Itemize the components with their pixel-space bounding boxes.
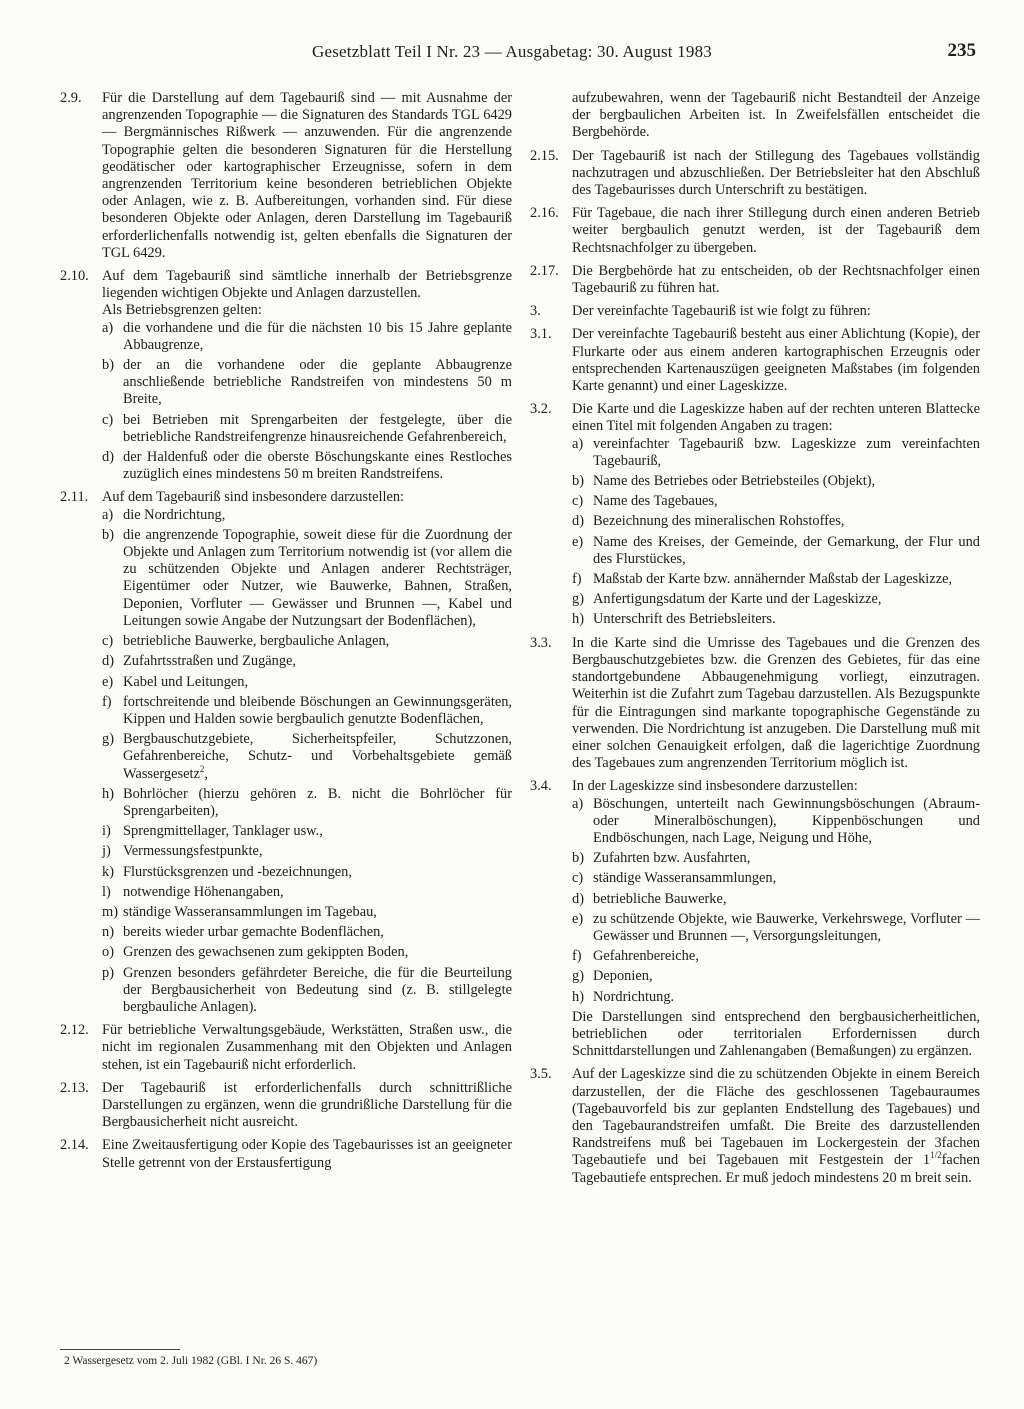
item-text: Nordrichtung. bbox=[593, 988, 675, 1005]
section-3-3 bbox=[530, 635, 980, 773]
section-text: Auf dem Tagebauriß sind sämtliche innerhalb der Betriebsgrenze liegenden wichtigen Objekte und Anlagen darzustellen. bbox=[102, 268, 512, 302]
section-number: 3. bbox=[530, 303, 541, 320]
section-number: 3.3. bbox=[530, 634, 552, 651]
item-text: Name des Kreises, der Gemeinde, der Gemarkung, der Flur und des Flurstückes, bbox=[593, 533, 980, 567]
section-text: In der Lageskizze sind insbesondere darzustellen: bbox=[572, 778, 858, 795]
item-mark: c) bbox=[102, 411, 114, 428]
list-item bbox=[572, 473, 980, 490]
item-mark: g) bbox=[102, 731, 114, 748]
item-list bbox=[102, 320, 512, 484]
item-mark: c) bbox=[572, 870, 584, 887]
item-mark: a) bbox=[102, 506, 114, 523]
item-mark: b) bbox=[102, 526, 114, 543]
list-item bbox=[572, 436, 980, 470]
section-number: 2.11. bbox=[60, 489, 89, 506]
item-mark: h) bbox=[572, 988, 584, 1005]
section-number: 3.1. bbox=[530, 326, 552, 343]
list-item bbox=[102, 633, 512, 650]
list-item bbox=[102, 320, 512, 354]
item-mark: g) bbox=[572, 968, 584, 985]
section-3-5 bbox=[530, 1066, 980, 1186]
section-2-10 bbox=[60, 268, 512, 483]
item-text: die Nordrichtung, bbox=[123, 506, 226, 523]
item-mark: a) bbox=[572, 795, 584, 812]
item-mark: b) bbox=[102, 357, 114, 374]
item-text: notwendige Höhenangaben, bbox=[123, 883, 284, 900]
item-text: Bergbauschutzgebiete, Sicherheitspfeiler, Schutzzonen, Gefahrenbereiche, Schutz- und Vorbehaltsgebiete gemäß Wassergesetz bbox=[123, 731, 512, 782]
item-mark: c) bbox=[102, 633, 114, 650]
item-text: Grenzen besonders gefährdeter Bereiche, die für die Beurteilung der Bergbausicherheit von Bedeutung sind (z. B. stillgelegte bergbauliche Anlagen). bbox=[123, 964, 512, 1015]
section-number: 2.15. bbox=[530, 147, 559, 164]
footnote-mark: 2 bbox=[64, 1355, 70, 1367]
section-2-15 bbox=[530, 148, 980, 200]
section-text-part: fachen Tagebautiefe entsprechen. Er muß jedoch mindestens 20 m breit sein. bbox=[572, 1152, 980, 1186]
item-text: betriebliche Bauwerke, bbox=[593, 890, 727, 907]
section-text: Eine Zweitausfertigung oder Kopie des Tagebaurisses ist an geeigneter Stelle getrennt von der Erstausfertigung bbox=[102, 1137, 512, 1171]
section-2-14 bbox=[60, 1137, 512, 1171]
item-text: der Haldenfuß oder die oberste Böschungskante eines Restloches zuzüglich eines mindestens 50 m breiten Randstreifens. bbox=[123, 449, 512, 483]
section-3-2 bbox=[530, 401, 980, 628]
item-mark: e) bbox=[102, 673, 114, 690]
section-2-14-continued bbox=[530, 90, 980, 142]
item-text: Kabel und Leitungen, bbox=[123, 673, 249, 690]
section-number: 2.9. bbox=[60, 90, 82, 106]
section-intro: Als Betriebsgrenzen gelten: bbox=[102, 302, 262, 319]
list-item bbox=[102, 507, 512, 524]
section-2-9 bbox=[60, 90, 512, 262]
item-mark: f) bbox=[572, 948, 582, 965]
list-item bbox=[102, 786, 512, 820]
section-2-17 bbox=[530, 263, 980, 297]
section-number: 2.17. bbox=[530, 262, 559, 279]
item-text: die angrenzende Topographie, soweit diese für die Zuordnung der Objekte und Anlagen zum Territorium notwendig ist (vor allem die zu schützenden Objekte und Anlagen anderer Rechtsträger, Eigentümer oder Nutzer, wie Bauwerke, Bahnen, Straßen, Deponien, Vorfluter — Gewässer und Brunnen —, Kabel und Leitungen sowie Angabe der Nutzungsart der Bodenflächen), bbox=[123, 526, 512, 629]
section-text: Für betriebliche Verwaltungsgebäude, Werkstätten, Straßen usw., die nicht im regionalen Zusammenhang mit den Objekten und Anlagen stehen, ist ein Tagebauriß nicht erforderlich. bbox=[102, 1022, 512, 1073]
section-text: Die Karte und die Lageskizze haben auf der rechten unteren Blattecke einen Titel mit folgenden Angaben zu tragen: bbox=[572, 401, 980, 435]
item-mark: b) bbox=[572, 850, 584, 867]
list-item bbox=[572, 850, 980, 867]
item-text: Sprengmittellager, Tanklager usw., bbox=[123, 823, 323, 840]
section-number: 2.13. bbox=[60, 1079, 89, 1096]
section-text: Die Bergbehörde hat zu entscheiden, ob der Rechtsnachfolger einen Tagebauriß zu führen hat. bbox=[572, 262, 980, 297]
footnote-reference: 2 bbox=[199, 763, 205, 774]
item-text: Böschungen, unterteilt nach Gewinnungsböschungen (Abraum- oder Mineralböschungen), Kippenböschungen und Endböschungen, nach Lage, Neigung und Höhe, bbox=[593, 795, 980, 846]
item-text: ständige Wasseransammlungen, bbox=[593, 870, 777, 887]
section-number: 3.4. bbox=[530, 778, 552, 795]
item-mark: d) bbox=[572, 513, 584, 530]
item-text: der an die vorhandene oder die geplante Abbaugrenze anschließende betriebliche Randstreifen von mindestens 50 m Breite, bbox=[123, 357, 512, 408]
fraction: 1/2 bbox=[930, 1150, 942, 1161]
list-item bbox=[572, 493, 980, 510]
list-item bbox=[572, 989, 980, 1006]
list-item bbox=[102, 823, 512, 840]
list-item bbox=[572, 796, 980, 848]
right-column bbox=[530, 90, 980, 1193]
section-text: Für die Darstellung auf dem Tagebauriß sind — mit Ausnahme der angrenzenden Topographie — die Signaturen des Standards TGL 6429 — Bergmännisches Rißwerk — anzuwenden. Für die angrenzende Topographie gelten die besonderen Signaturen für die Herstellung geodätischer oder kartographischer Erzeugnisse, sofern in dem angrenzenden Territorium keine besonderen betrieblichen Objekte oder Anlagen, wie z. B. Aufbereitungen, vorhanden sind. Für diese besonderen Objekte oder Anlagen, deren Darstellung im Tagebauriß erforderlichenfalls notwendig ist, gelten ebenfalls die Signaturen der TGL 6429. bbox=[102, 90, 512, 261]
item-mark: f) bbox=[102, 693, 112, 710]
item-mark: e) bbox=[572, 910, 584, 927]
item-text: Flurstücksgrenzen und -bezeichnungen, bbox=[123, 863, 352, 880]
section-2-12 bbox=[60, 1022, 512, 1074]
footnote-text: Wassergesetz vom 2. Juli 1982 (GBl. I Nr. 26 S. 467) bbox=[72, 1355, 318, 1367]
section-text-part: Auf der Lageskizze sind die zu schützenden Objekte in einem Bereich darzustellen, der die Fläche des geschlossenen Tagebauraumes (Tagebauvorfeld bis zur geplanten Endstellung des Tagebaues) und den Tagebaurandstreifen umfaßt. Die Breite des darzustellenden Randstreifens muß bei Tagebauen im Lockergestein der 3fachen Tagebautiefe und bei Tagebauen mit Festgestein der 1 bbox=[572, 1066, 980, 1169]
section-text: In die Karte sind die Umrisse des Tagebaues und die Grenzen des Bergbauschutzgebietes bzw. die Grenzen des Gebietes, für das eine standortgebundene Abbaugenehmigung vorliegt, einzutragen. Weiterhin ist die Zufahrt zum Tagebau darzustellen. Als Bezugspunkte für die Eintragungen sind markante topographische Gegenstände zu verwenden. Die Nordrichtung ist anzugeben. Die Darstellung muß mit einer solchen Genauigkeit erfolgen, daß die lagerichtige Zuordnung des Tagebaues zum angrenzenden Territorium möglich ist. bbox=[572, 634, 980, 772]
item-mark: e) bbox=[572, 533, 584, 550]
left-column bbox=[60, 90, 512, 1178]
list-item bbox=[102, 527, 512, 630]
item-text: bei Betrieben mit Sprengarbeiten der festgelegte, über die betriebliche Randstreifengrenze hinausreichende Gefahrenbereich, bbox=[123, 411, 512, 445]
footnote bbox=[64, 1355, 317, 1367]
item-text: die vorhandene und die für die nächsten 10 bis 15 Jahre geplante Abbaugrenze, bbox=[123, 319, 512, 353]
list-item bbox=[572, 513, 980, 530]
item-text: ständige Wasseransammlungen im Tagebau, bbox=[123, 903, 377, 920]
list-item bbox=[102, 653, 512, 670]
item-mark: d) bbox=[572, 890, 584, 907]
section-text bbox=[572, 1066, 980, 1186]
item-text: Unterschrift des Betriebsleiters. bbox=[593, 611, 776, 628]
section-text: Der vereinfachte Tagebauriß besteht aus einer Ablichtung (Kopie), der Flurkarte oder aus einem anderen kartographischen Erzeugnis oder entsprechenden Kartenauszügen geeigneten Maßstabes (im folgenden Karte genannt) und einer Lageskizze. bbox=[572, 326, 980, 395]
section-number: 3.2. bbox=[530, 401, 552, 418]
item-mark: h) bbox=[572, 611, 584, 628]
section-text: Der Tagebauriß ist erforderlichenfalls durch schnittrißliche Darstellungen zu ergänzen, wenn die grundrißliche Darstellung für die Bergbausicherheit nicht ausreicht. bbox=[102, 1079, 512, 1131]
section-3-1 bbox=[530, 326, 980, 395]
item-text-suffix: , bbox=[204, 765, 209, 782]
section-3 bbox=[530, 303, 980, 320]
section-3-4 bbox=[530, 778, 980, 1060]
item-list bbox=[102, 507, 512, 1016]
list-item bbox=[572, 611, 980, 628]
item-mark: c) bbox=[572, 493, 584, 510]
section-text: Für Tagebaue, die nach ihrer Stillegung durch einen anderen Betrieb weiter bergbaulich genutzt werden, ist der Tagebauriß dem Rechtsnachfolger zu übergeben. bbox=[572, 205, 980, 256]
section-text: Auf dem Tagebauriß sind insbesondere darzustellen: bbox=[102, 489, 405, 506]
item-text: bereits wieder urbar gemachte Bodenflächen, bbox=[123, 924, 384, 941]
list-item bbox=[102, 357, 512, 409]
list-item bbox=[102, 944, 512, 961]
list-item bbox=[572, 948, 980, 965]
item-mark: i) bbox=[102, 823, 111, 840]
item-text: vereinfachter Tagebauriß bzw. Lageskizze zum vereinfachten Tagebauriß, bbox=[593, 435, 980, 469]
list-item bbox=[102, 449, 512, 483]
list-item bbox=[572, 534, 980, 568]
list-item bbox=[102, 412, 512, 446]
item-mark: k) bbox=[102, 863, 114, 880]
item-mark: l) bbox=[102, 883, 111, 900]
header-title: Gesetzblatt Teil I Nr. 23 — Ausgabetag: 30. August 1983 bbox=[312, 42, 712, 61]
item-mark: o) bbox=[102, 944, 114, 961]
section-number: 2.14. bbox=[60, 1137, 89, 1154]
section-outro: Die Darstellungen sind entsprechend den bergbausicherheitlichen, betrieblichen oder territorialen Erfordernissen durch Schnittdarstellungen und Zahlenangaben (Bemaßungen) zu ergänzen. bbox=[572, 1008, 980, 1060]
section-text: Der vereinfachte Tagebauriß ist wie folgt zu führen: bbox=[572, 303, 871, 320]
item-text: betriebliche Bauwerke, bergbauliche Anlagen, bbox=[123, 633, 390, 650]
list-item bbox=[102, 965, 512, 1017]
section-text: aufzubewahren, wenn der Tagebauriß nicht Bestandteil der Anzeige der bergbaulichen Arbeiten ist. In Zweifelsfällen entscheidet die Bergbehörde. bbox=[572, 90, 980, 141]
item-text: Deponien, bbox=[593, 968, 653, 985]
list-item bbox=[102, 924, 512, 941]
item-mark: h) bbox=[102, 785, 114, 802]
item-mark: d) bbox=[102, 653, 114, 670]
item-text: Name des Betriebes oder Betriebsteiles (Objekt), bbox=[593, 473, 876, 490]
item-mark: b) bbox=[572, 473, 584, 490]
list-item bbox=[102, 904, 512, 921]
item-text: Bohrlöcher (hierzu gehören z. B. nicht die Bohrlöcher für Sprengarbeiten), bbox=[123, 785, 512, 819]
item-mark: a) bbox=[572, 435, 584, 452]
section-2-11 bbox=[60, 489, 512, 1016]
list-item bbox=[102, 884, 512, 901]
list-item bbox=[572, 911, 980, 945]
section-number: 3.5. bbox=[530, 1066, 552, 1083]
item-mark: d) bbox=[102, 449, 114, 466]
item-mark: a) bbox=[102, 319, 114, 336]
section-number: 2.10. bbox=[60, 268, 89, 285]
item-text: Vermessungsfestpunkte, bbox=[123, 843, 263, 860]
section-2-16 bbox=[530, 205, 980, 257]
item-mark: j) bbox=[102, 843, 111, 860]
item-text: Zufahrten bzw. Ausfahrten, bbox=[593, 850, 751, 867]
item-text: Maßstab der Karte bzw. annähernder Maßstab der Lageskizze, bbox=[593, 571, 953, 588]
list-item bbox=[102, 694, 512, 728]
section-text: Der Tagebauriß ist nach der Stillegung des Tagebaues vollständig nachzutragen und abzuschließen. Der Betriebsleiter hat den Abschluß des Tagebaurisses durch Unterschrift zu bestätigen. bbox=[572, 147, 980, 199]
list-item bbox=[572, 870, 980, 887]
list-item bbox=[102, 731, 512, 783]
list-item bbox=[572, 571, 980, 588]
list-item bbox=[572, 591, 980, 608]
item-mark: g) bbox=[572, 591, 584, 608]
page-header bbox=[0, 42, 1024, 68]
section-2-13 bbox=[60, 1080, 512, 1132]
item-mark: m) bbox=[102, 903, 118, 920]
list-item bbox=[572, 891, 980, 908]
item-list bbox=[572, 436, 980, 629]
item-text: Gefahrenbereiche, bbox=[593, 948, 699, 965]
section-number: 2.16. bbox=[530, 205, 559, 222]
item-text: Name des Tagebaues, bbox=[593, 493, 718, 510]
item-mark: f) bbox=[572, 571, 582, 588]
item-text: Bezeichnung des mineralischen Rohstoffes, bbox=[593, 513, 845, 530]
list-item bbox=[572, 968, 980, 985]
page-number: 235 bbox=[947, 40, 976, 61]
item-text: zu schützende Objekte, wie Bauwerke, Verkehrswege, Vorfluter — Gewässer und Brunnen —, Versorgungsleitungen, bbox=[593, 910, 980, 944]
list-item bbox=[102, 864, 512, 881]
section-number: 2.12. bbox=[60, 1022, 89, 1039]
item-text: Anfertigungsdatum der Karte und der Lageskizze, bbox=[593, 591, 882, 608]
list-item bbox=[102, 674, 512, 691]
item-mark: n) bbox=[102, 924, 114, 941]
list-item bbox=[102, 843, 512, 860]
item-list bbox=[572, 796, 980, 1006]
item-text: Grenzen des gewachsenen zum gekippten Boden, bbox=[123, 944, 409, 961]
item-text: Zufahrtsstraßen und Zugänge, bbox=[123, 653, 297, 670]
item-mark: p) bbox=[102, 964, 114, 981]
item-text: fortschreitende und bleibende Böschungen an Gewinnungsgeräten, Kippen und Halden sowie bergbaulich genutzte Bodenflächen, bbox=[123, 693, 512, 727]
footnote-divider bbox=[60, 1349, 180, 1350]
